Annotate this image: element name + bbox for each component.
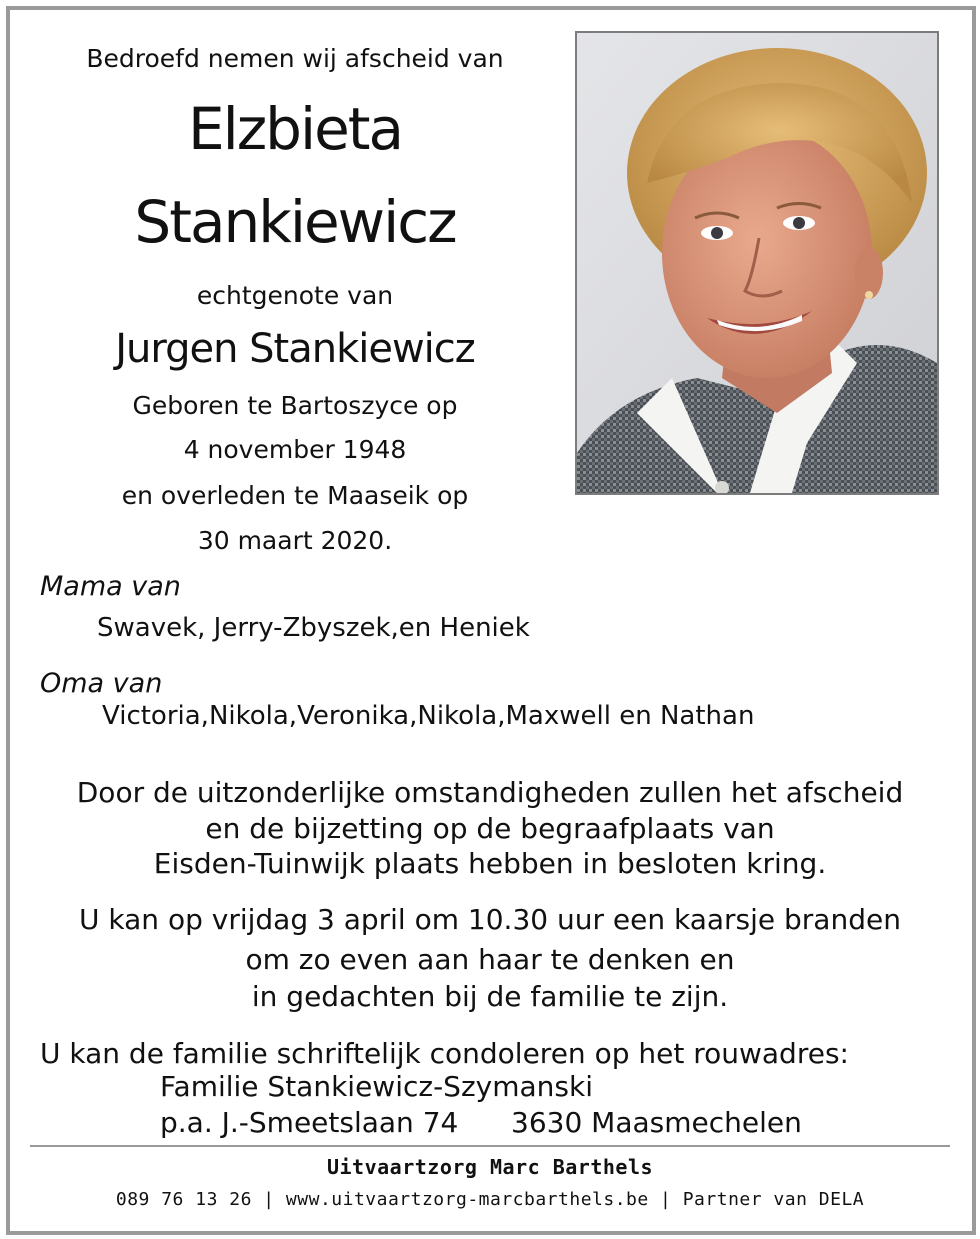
condolence-text: U kan de familie schriftelijk condoleren op het rouwadres: bbox=[40, 1037, 849, 1070]
address-family: Familie Stankiewicz-Szymanski bbox=[160, 1070, 593, 1103]
born-place: Geboren te Bartoszyce op bbox=[132, 391, 458, 420]
portrait-photo bbox=[575, 31, 939, 495]
died-date: 30 maart 2020. bbox=[197, 526, 393, 555]
message-line: in gedachten bij de familie te zijn. bbox=[251, 980, 729, 1013]
spouse-name: Jurgen Stankiewicz bbox=[115, 326, 475, 372]
children-names: Swavek, Jerry-Zbyszek,en Heniek bbox=[97, 613, 530, 643]
funeral-home-name: Uitvaartzorg Marc Barthels bbox=[326, 1155, 654, 1179]
children-label: Mama van bbox=[40, 571, 181, 602]
intro-text: Bedroefd nemen wij afscheid van bbox=[86, 44, 504, 73]
message-line: om zo even aan haar te denken en bbox=[245, 943, 735, 976]
message-line: U kan op vrijdag 3 april om 10.30 uur een kaarsje branden bbox=[79, 903, 901, 936]
funeral-home-contact: 089 76 13 26 | www.uitvaartzorg-marcbarthels.be | Partner van DELA bbox=[115, 1189, 865, 1210]
deceased-last-name: Stankiewicz bbox=[134, 188, 456, 256]
died-place: en overleden te Maaseik op bbox=[121, 481, 469, 510]
address-street: p.a. J.-Smeetslaan 74 bbox=[160, 1106, 459, 1139]
grandchildren-label: Oma van bbox=[40, 668, 163, 699]
grandchildren-names: Victoria,Nikola,Veronika,Nikola,Maxwell en Nathan bbox=[102, 701, 755, 731]
born-date: 4 november 1948 bbox=[183, 435, 407, 464]
message-line: Door de uitzonderlijke omstandigheden zullen het afscheid bbox=[76, 776, 904, 809]
address-city: 3630 Maasmechelen bbox=[511, 1106, 802, 1139]
spouse-intro: echtgenote van bbox=[196, 281, 394, 310]
message-line: en de bijzetting op de begraafplaats van bbox=[205, 812, 775, 845]
message-line: Eisden-Tuinwijk plaats hebben in besloten kring. bbox=[153, 847, 827, 880]
deceased-first-name: Elzbieta bbox=[187, 95, 403, 163]
portrait-illustration bbox=[577, 33, 937, 493]
footer-divider bbox=[30, 1145, 950, 1147]
